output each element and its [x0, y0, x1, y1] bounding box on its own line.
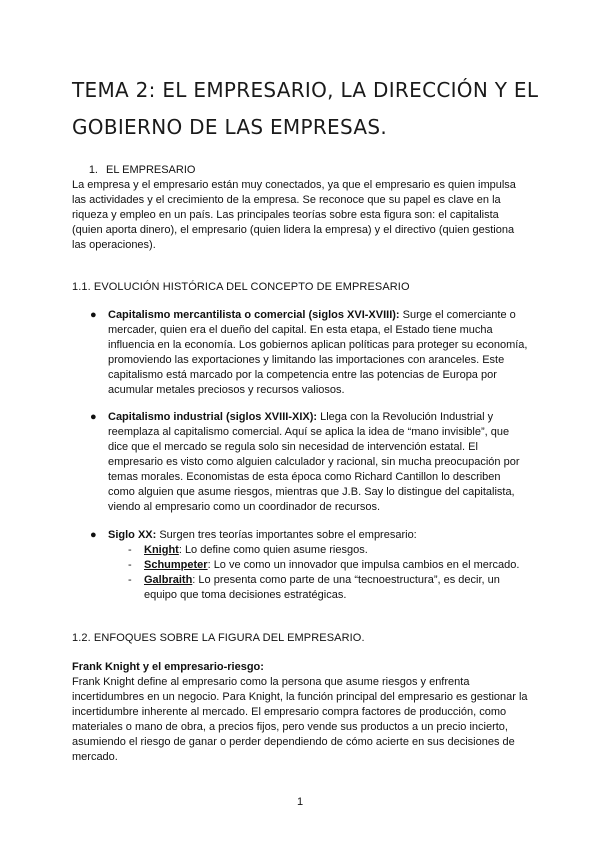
document-title: TEMA 2: EL EMPRESARIO, LA DIRECCIÓN Y EL GOBIERNO DE LAS EMPRESAS. — [72, 78, 539, 139]
history-bullet-list-2 — [72, 410, 530, 515]
theory-knight-name: Knight — [144, 544, 179, 556]
bullet-mercantilista-title: Capitalismo mercantilista o comercial (siglos XVI-XVIII): — [108, 309, 400, 321]
theory-galbraith-text: : Lo presenta como parte de una “tecnoestructura”, es decir, un equipo que toma decisiones estratégicas. — [144, 574, 500, 601]
bullet-dot-icon: ● — [90, 411, 97, 423]
section-1 — [72, 163, 530, 253]
theory-schumpeter — [108, 558, 530, 573]
bullet-siglo-xx-text: Surgen tres teorías importantes sobre el empresario: — [156, 529, 417, 541]
theory-schumpeter-text: : Lo ve como un innovador que impulsa cambios en el mercado. — [207, 559, 520, 571]
section-1-2-heading: 1.2. ENFOQUES SOBRE LA FIGURA DEL EMPRESARIO. — [72, 632, 365, 644]
theory-knight-text: : Lo define como quien asume riesgos. — [178, 544, 368, 556]
bullet-mercantilista-text: Surge el comerciante o mercader, quien era el dueño del capital. En esta etapa, el Estado tiene mucha influencia en la economía. Los gobiernos aplican políticas para proteger su economía, promoviendo las exportaciones y limitando las importaciones con aranceles. Este capitalismo está marcado por la competencia entre las potencias de Europa por acumular metales preciosos y recursos valiosos. — [108, 309, 528, 396]
history-bullet-list-3 — [72, 528, 530, 603]
bullet-industrial-text: Llega con la Revolución Industrial y reemplaza al capitalismo comercial. Aquí se aplica la idea de “mano invisible”, que dice que el mercado se regula solo sin necesidad de intervención estatal. El empresario es visto como alguien calculador y racional, sin mucha preocupación por temas morales. Economistas de esta época como Richard Cantillon lo describen como alguien que asume riesgos, mientras que J.B. Say lo distingue del capitalista, viendo al empresario como un coordinador de recursos. — [108, 411, 520, 513]
page-number: 1 — [296, 796, 304, 808]
theory-schumpeter-name: Schumpeter — [144, 559, 208, 571]
theory-knight — [108, 543, 530, 558]
knight-subheading — [72, 660, 530, 675]
knight-paragraph: Frank Knight define al empresario como la persona que asume riesgos y enfrenta incertidumbres en un negocio. Para Knight, la función principal del empresario es gestionar la incertidumbre inherente al mercado. El empresario compra factores de producción, como materiales o mano de obra, a precios fijos, pero vende sus productos a un precio incierto, asumiendo el riesgo de ganar o perder dependiendo de cómo acierte en sus decisiones de mercado. — [72, 676, 528, 763]
section-1-1 — [72, 280, 530, 295]
dash-marker: - — [128, 559, 132, 571]
section-1-heading — [72, 163, 530, 178]
section-1-2-body — [72, 660, 530, 765]
theory-galbraith-name: Galbraith — [144, 574, 193, 586]
section-1-paragraph: La empresa y el empresario están muy conectados, ya que el empresario es quien impulsa las actividades y el crecimiento de la empresa. Se reconoce que su papel es clave en la riqueza y empleo en un país. Las principales teorías sobre esta figura son: el capitalista (quien aporta dinero), el empresario (quien lidera la empresa) y el directivo (quien gestiona las operaciones). — [72, 179, 516, 251]
bullet-mercantilista — [72, 308, 530, 398]
section-1-1-heading: 1.1. EVOLUCIÓN HISTÓRICA DEL CONCEPTO DE EMPRESARIO — [72, 281, 410, 293]
bullet-siglo-xx-title: Siglo XX: — [108, 529, 157, 541]
bullet-industrial — [72, 410, 530, 515]
siglo-xx-theories — [108, 543, 530, 603]
section-1-number: 1. — [88, 164, 98, 176]
section-1-heading-text: EL EMPRESARIO — [106, 164, 196, 176]
dash-marker: - — [128, 544, 132, 556]
bullet-siglo-xx — [72, 528, 530, 603]
knight-subheading-text: Frank Knight y el empresario-riesgo: — [72, 661, 264, 673]
section-1-2 — [72, 631, 530, 646]
theory-galbraith — [108, 573, 530, 603]
history-bullet-list — [72, 308, 530, 398]
bullet-industrial-title: Capitalismo industrial (siglos XVIII-XIX): — [108, 411, 318, 423]
dash-marker: - — [128, 574, 132, 586]
bullet-dot-icon: ● — [90, 529, 97, 541]
bullet-dot-icon: ● — [90, 309, 97, 321]
